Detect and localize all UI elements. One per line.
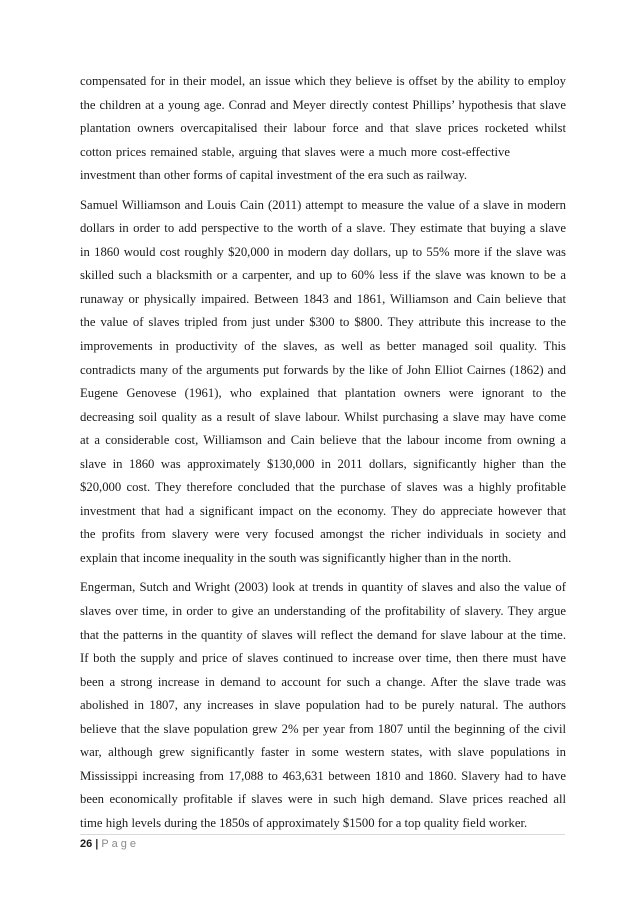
footer-separator: | xyxy=(95,838,99,850)
text-line: Eugene Genovese (1961), who explained that plantation owners were ignorant to the xyxy=(80,386,566,401)
text-line: contradicts many of the arguments put forwards by the like of John Elliot Cairnes (1862) and xyxy=(80,362,566,377)
text-line: skilled such a blacksmith or a carpenter, and up to 60% less if the slave was known to be a xyxy=(80,268,566,283)
text-line: dollars in order to add perspective to the worth of a slave. They estimate that buying a slave xyxy=(80,221,566,236)
text-line: compensated for in their model, an issue which they believe is offset by the ability to employ xyxy=(80,74,566,88)
text-line: slave in 1860 was approximately $130,000 in 2011 dollars, significantly higher than the xyxy=(80,456,566,471)
body-text xyxy=(80,70,566,836)
text-line: in 1860 would cost roughly $20,000 in modern day dollars, up to 55% more if the slave was xyxy=(80,244,566,259)
text-line: that the patterns in the quantity of slaves will reflect the demand for slave labour at the time. xyxy=(80,627,566,642)
text-line: at a considerable cost, Williamson and Cain believe that the labour income from owning a xyxy=(80,433,566,448)
text-line: been a strong increase in demand to account for such a change. After the slave trade was xyxy=(80,674,566,689)
text-line: plantation owners overcapitalised their labour force and that slave prices rocketed whilst xyxy=(80,121,566,136)
page-number: 26 xyxy=(80,838,93,850)
text-line: investment that had a significant impact on the economy. They do appreciate however that xyxy=(80,503,566,518)
text-line: believe that the slave population grew 2% per year from 1807 until the beginning of the civil xyxy=(80,721,566,736)
text-line: abolished in 1807, any increases in slave population had to be purely natural. The authors xyxy=(80,698,566,713)
text-line: improvements in productivity of the slaves, as well as better managed soil quality. This xyxy=(80,339,566,354)
text-line: decreasing soil quality as a result of slave labour. Whilst purchasing a slave may have come xyxy=(80,409,566,424)
paragraph-2 xyxy=(80,194,566,571)
paragraph-3 xyxy=(80,576,566,835)
text-line: If both the supply and price of slaves continued to increase over time, then there must have xyxy=(80,651,566,666)
text-line: the profits from slavery were very focused amongst the richer individuals in society and xyxy=(80,527,566,542)
footer-divider xyxy=(80,834,565,835)
text-line: $20,000 cost. They therefore concluded that the purchase of slaves was a highly profitable xyxy=(80,480,566,495)
text-line: cotton prices remained stable, arguing that slaves were a much more cost-effective xyxy=(80,144,510,159)
text-line: the children at a young age. Conrad and Meyer directly contest Phillips’ hypothesis that slave xyxy=(80,97,566,112)
text-line: runaway or physically impaired. Between 1843 and 1861, Williamson and Cain believe that xyxy=(80,291,566,306)
text-line: the value of slaves tripled from just under $300 to $800. They attribute this increase to the xyxy=(80,315,566,330)
text-line: Mississippi increasing from 17,088 to 463,631 between 1810 and 1860. Slavery had to have xyxy=(80,768,566,783)
text-line: slaves over time, in order to give an understanding of the profitability of slavery. They argue xyxy=(80,604,566,619)
page-label: Page xyxy=(101,838,140,850)
paragraph-1 xyxy=(80,70,566,188)
text-line: time high levels during the 1850s of approximately $1500 for a top quality field worker. xyxy=(80,815,528,830)
text-line: war, although grew significantly faster in some western states, with slave populations in xyxy=(80,745,566,760)
text-line: Engerman, Sutch and Wright (2003) look at trends in quantity of slaves and also the value of xyxy=(80,580,566,595)
page-footer xyxy=(80,838,139,850)
text-line: been economically profitable if slaves were in such high demand. Slave prices reached all xyxy=(80,792,566,807)
text-line: Samuel Williamson and Louis Cain (2011) attempt to measure the value of a slave in modern xyxy=(80,197,566,212)
text-line: explain that income inequality in the south was significantly higher than in the north. xyxy=(80,550,512,565)
text-line: investment than other forms of capital investment of the era such as railway. xyxy=(80,168,468,183)
